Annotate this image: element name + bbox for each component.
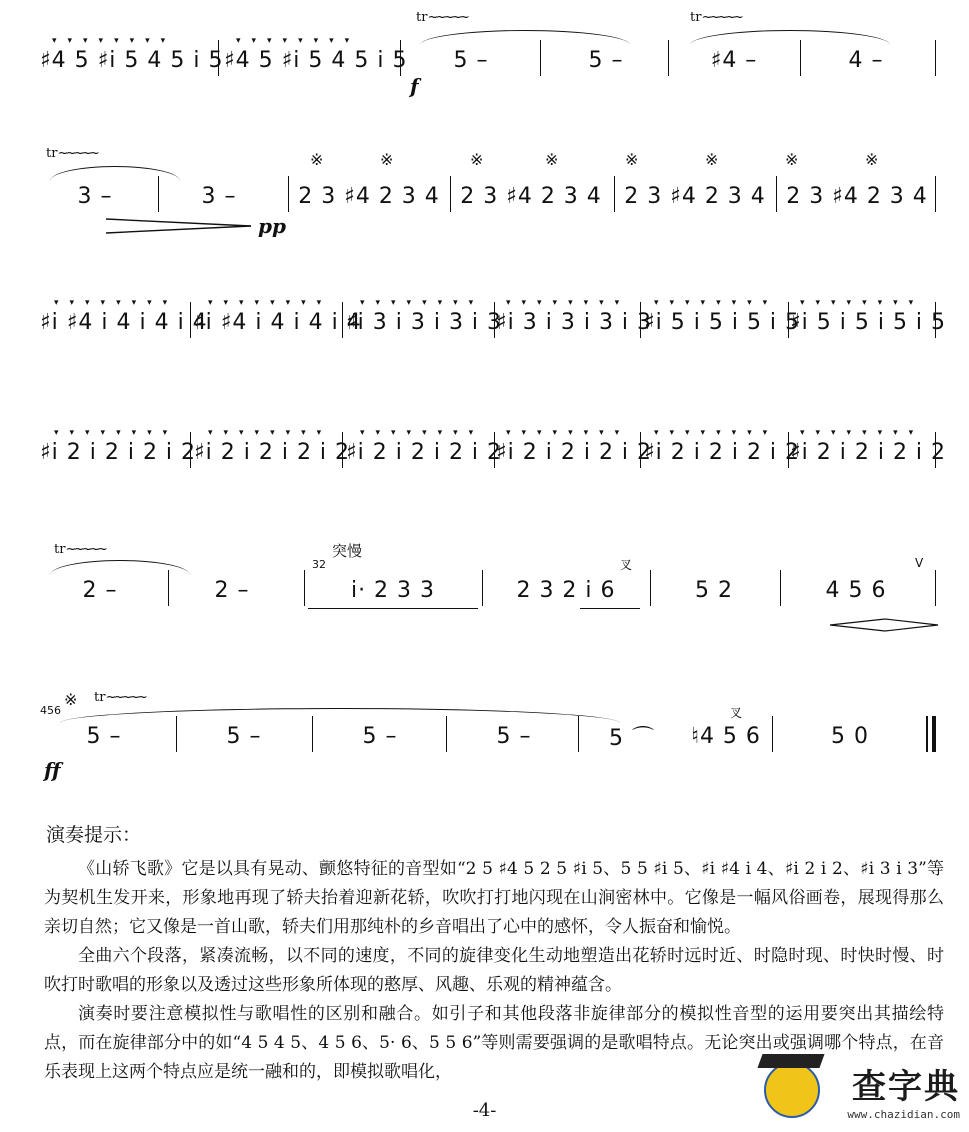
measure: 2 3 ♯4 2 3 4	[460, 183, 602, 209]
barline	[788, 302, 789, 338]
performance-notes	[44, 820, 944, 1087]
measure: ♯4 5 ♯i 5 4 5 i 5	[224, 47, 408, 73]
dynamic-mark: f	[410, 74, 419, 98]
watermark-logo	[760, 1050, 960, 1130]
measure: ♯i 5 i 5 i 5 i 5	[790, 309, 947, 335]
accent-marks: ▾▾▾▾▾▾▾▾	[506, 428, 631, 438]
barline	[176, 716, 177, 752]
measure: ♯4 5 ♯i 5 4 5 i 5	[40, 47, 224, 73]
staff-row-1	[40, 0, 940, 120]
measure: ♮4 5 6	[691, 723, 761, 749]
cha-mark: 叉	[730, 706, 743, 720]
barline	[342, 302, 343, 338]
final-barline-thick	[932, 716, 936, 752]
staff-row-3	[40, 262, 947, 382]
barline	[218, 40, 219, 76]
breath-mark: V	[915, 556, 924, 570]
barline	[935, 570, 936, 606]
measure: ♯4 –	[710, 47, 758, 73]
barline	[800, 40, 801, 76]
barline	[190, 302, 191, 338]
cha-mark: 叉	[620, 558, 633, 572]
accent-marks: ▾▾▾▾▾▾▾▾	[208, 428, 333, 438]
measure: 2 3 ♯4 2 3 4	[786, 183, 928, 209]
beam-line	[308, 608, 478, 609]
mascot-icon	[764, 1062, 820, 1118]
barline	[776, 176, 777, 212]
sign-mark: ※	[380, 150, 394, 169]
accent-marks: ▾▾▾▾▾▾▾▾	[654, 298, 779, 308]
dynamic-mark: ff	[44, 758, 61, 782]
measure: 5 –	[496, 723, 532, 749]
barline	[578, 716, 579, 752]
measure: 2 3 ♯4 2 3 4	[624, 183, 766, 209]
trill-mark: tr ~~~~~	[94, 690, 145, 705]
staff-row-6	[40, 676, 940, 796]
barline	[788, 432, 789, 468]
barline	[540, 40, 541, 76]
measure: 5 –	[226, 723, 262, 749]
accent-marks: ▾▾▾▾▾▾▾▾	[236, 36, 361, 46]
grace-notes: 32	[312, 558, 326, 571]
logo-brand: 查字典	[852, 1067, 960, 1107]
barline	[482, 570, 483, 606]
barline	[342, 432, 343, 468]
dynamic-mark: pp	[258, 214, 286, 238]
barline	[304, 570, 305, 606]
measure: ♯i 2 i 2 i 2 i 2	[346, 439, 503, 465]
trill-mark: tr ~~~~~	[54, 542, 105, 557]
barline	[935, 40, 936, 76]
barline	[158, 176, 159, 212]
measure: 5 –	[453, 47, 489, 73]
measure: ♯i 2 i 2 i 2 i 2	[496, 439, 653, 465]
barline	[446, 716, 447, 752]
sign-mark: ※	[64, 690, 78, 709]
barline	[312, 716, 313, 752]
notes-paragraph-2: 全曲六个段落，紧凑流畅，以不同的速度，不同的旋律变化生动地塑造出花轿时远时近、时隐时现、时快时慢、时吹打时歌唱的形象以及透过这些形象所体现的憨厚、风趣、乐观的精神蕴含。	[44, 946, 944, 995]
trill-mark: tr ~~~~~	[416, 10, 467, 25]
sign-mark: ※	[705, 150, 719, 169]
barline	[780, 570, 781, 606]
notes-paragraph-3: 演奏时要注意模拟性与歌唱性的区别和融合。如引子和其他段落非旋律部分的模拟性音型的运用要突出其描绘特点，而在旋律部分中的如“4 5 4 5、4 5 6、5· 6、5 5 6”等则需要强调的是歌唱特点。无论突出或强调哪个特点，在音乐表现上这两个特点应是统一融和的，即模拟歌唱化，	[44, 1004, 944, 1082]
barline	[614, 176, 615, 212]
measure: ♯i 5 i 5 i 5 i 5	[644, 309, 801, 335]
barline	[494, 432, 495, 468]
measure: 2 –	[82, 577, 118, 603]
swell-hairpin	[830, 618, 940, 632]
accent-marks: ▾▾▾▾▾▾▾▾	[54, 428, 179, 438]
measure: 5 –	[588, 47, 624, 73]
sign-mark: ※	[470, 150, 484, 169]
barline	[650, 570, 651, 606]
measure: ♯i 3 i 3 i 3 i 3	[346, 309, 503, 335]
measure: ♯i 3 i 3 i 3 i 3	[496, 309, 653, 335]
trill-mark: tr ~~~~~	[46, 146, 97, 161]
accent-marks: ▾▾▾▾▾▾▾▾	[800, 298, 925, 308]
page-number: -4-	[472, 1100, 497, 1121]
staff-row-2	[40, 136, 940, 256]
measure: ♯i 2 i 2 i 2 i 2	[790, 439, 947, 465]
measure: 2 3 ♯4 2 3 4	[298, 183, 440, 209]
grace-notes: 456	[40, 704, 61, 717]
sign-mark: ※	[625, 150, 639, 169]
measure: 2 3 2 i 6	[516, 577, 616, 603]
accent-marks: ▾▾▾▾▾▾▾▾	[800, 428, 925, 438]
barline	[772, 716, 773, 752]
staff-row-4	[40, 392, 947, 512]
barline	[288, 176, 289, 212]
measure: 5 0	[831, 723, 869, 749]
notes-paragraph-1: 《山轿飞歌》它是以具有晃动、颤悠特征的音型如“2 5 ♯4 5 2 5 ♯i 5、5 5 ♯i 5、♯i ♯4 i 4、♯i 2 i 2、♯i 3 i 3”等为契机生发开来，形象地再现了轿夫抬着迎新花轿，吹吹打打地闪现在山涧密林中。它像是一幅风俗画卷，展现得那么亲切自然；它又像是一首山歌，轿夫们用那纯朴的乡音唱出了心中的感怀，令人振奋和愉悦。	[44, 859, 944, 937]
accent-marks: ▾▾▾▾▾▾▾▾	[54, 298, 179, 308]
measure: 5 2	[695, 577, 733, 603]
tempo-mark: 突慢	[332, 542, 363, 560]
measure: ♯i 2 i 2 i 2 i 2	[644, 439, 801, 465]
notes-title: 演奏提示：	[46, 824, 142, 846]
barline	[640, 432, 641, 468]
accent-marks: ▾▾▾▾▾▾▾▾	[360, 428, 485, 438]
diminuendo-hairpin	[106, 216, 256, 236]
trill-mark: tr ~~~~~	[690, 10, 741, 25]
accent-marks: ▾▾▾▾▾▾▾▾	[654, 428, 779, 438]
barline	[190, 432, 191, 468]
measure: 2 –	[214, 577, 250, 603]
beam-line	[580, 608, 640, 609]
measure: 4 –	[848, 47, 884, 73]
measure: 5 –	[86, 723, 122, 749]
barline	[935, 176, 936, 212]
measure: 3 –	[77, 183, 113, 209]
sign-mark: ※	[310, 150, 324, 169]
measure: 5 –	[362, 723, 398, 749]
barline	[668, 40, 669, 76]
barline	[640, 302, 641, 338]
barline	[494, 302, 495, 338]
measure: 5 ⌒	[609, 725, 655, 751]
logo-url: www.chazidian.com	[847, 1108, 960, 1121]
sign-mark: ※	[545, 150, 559, 169]
accent-marks: ▾▾▾▾▾▾▾▾	[360, 298, 485, 308]
graduation-cap-icon	[757, 1054, 824, 1068]
accent-marks: ▾▾▾▾▾▾▾▾	[208, 298, 333, 308]
accent-marks: ▾▾▾▾▾▾▾▾	[506, 298, 631, 308]
accent-marks: ▾▾▾▾▾▾▾▾	[52, 36, 177, 46]
measure: i· 2 3 3	[350, 577, 436, 603]
sign-mark: ※	[785, 150, 799, 169]
sign-mark: ※	[865, 150, 879, 169]
measure: ♯i 2 i 2 i 2 i 2	[40, 439, 197, 465]
barline	[935, 432, 936, 468]
measure: ♯i ♯4 i 4 i 4 i 4	[194, 309, 362, 335]
measure: 4 5 6	[825, 577, 887, 603]
final-barline-thin	[926, 716, 928, 752]
staff-row-5	[40, 530, 940, 650]
barline	[400, 40, 401, 76]
measure: ♯i 2 i 2 i 2 i 2	[194, 439, 351, 465]
barline	[935, 302, 936, 338]
measure: 3 –	[201, 183, 237, 209]
barline	[168, 570, 169, 606]
measure: ♯i ♯4 i 4 i 4 i 4	[40, 309, 208, 335]
barline	[450, 176, 451, 212]
